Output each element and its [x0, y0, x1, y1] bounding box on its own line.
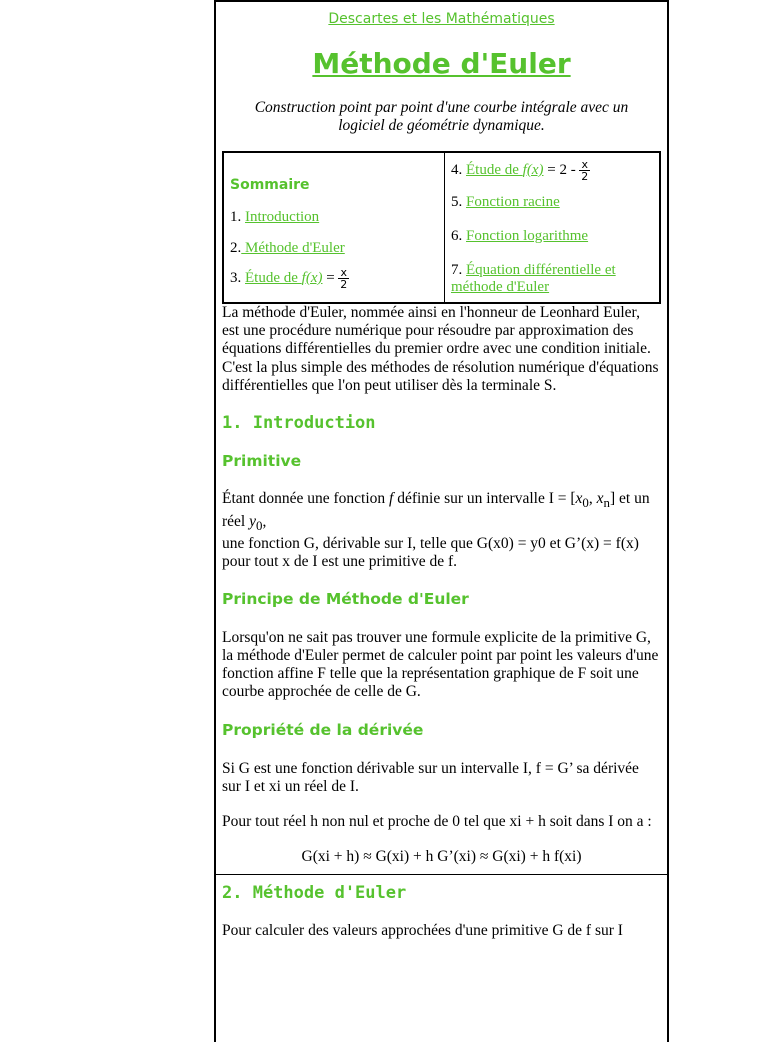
section-divider	[216, 874, 667, 875]
pour-tout-paragraph: Pour tout réel h non nul et proche de 0 tel que xi + h soit dans I on a :	[222, 813, 652, 831]
toc-right-column	[445, 152, 661, 303]
fraction: $\frac{x}{2}$	[581, 158, 589, 183]
toc-item-6: 6. Fonction logarithme	[451, 228, 589, 244]
euler-formula: G(xi + h) ≈ G(xi) + h G’(xi) ≈ G(xi) + h f(xi)	[301, 848, 582, 866]
section-heading-methode-euler: 2. Méthode d'Euler	[222, 883, 407, 904]
toc-link-fonction-logarithme[interactable]: Fonction logarithme	[466, 228, 589, 244]
fraction: $\frac{x}{2}$	[340, 266, 348, 291]
subheading-propriete: Propriété de la dérivée	[222, 721, 424, 740]
toc-left-column	[223, 152, 445, 303]
toc-item-2: 2. Méthode d'Euler	[230, 240, 345, 256]
toc-item-4: 4. Étude de f(x) = 2 - $\frac{x}{2}$	[451, 158, 589, 183]
toc-link-fonction-racine[interactable]: Fonction racine	[466, 194, 560, 210]
subheading-principe: Principe de Méthode d'Euler	[222, 590, 469, 609]
subheading-primitive: Primitive	[222, 452, 302, 471]
section-heading-introduction: 1. Introduction	[222, 413, 376, 434]
toc-link-introduction[interactable]: Introduction	[245, 209, 320, 225]
toc-link-etude-3[interactable]: Étude de f(x)	[245, 269, 323, 286]
primitive-paragraph: Étant donnée une fonction f définie sur un intervalle $I = [x_0$, $x_n$] et un réel $y_0$, une fonction G, dérivable sur I, telle que G(x0) = y0 et G’(x) = f(x) pour tout x de I est une primitive de f.	[222, 490, 650, 571]
page-subtitle: Construction point par point d'une courbe intégrale avec un logiciel de géométrie dynamique.	[254, 99, 629, 134]
intro-paragraph: La méthode d'Euler, nommée ainsi en l'honneur de Leonhard Euler, est une procédure numérique pour résoudre par approximation des équations différentielles du premier ordre avec une condition initiale. C'est la plus simple des méthodes de résolution numérique d'équations différentielles que l'on peut utiliser dès la terminale S.	[222, 304, 659, 394]
toc-link-etude-4[interactable]: Étude de f(x)	[466, 161, 544, 178]
toc-item-7: 7. Équation différentielle et méthode d'Euler	[451, 262, 616, 295]
toc-item-1: 1. Introduction	[230, 209, 320, 225]
document-page	[214, 0, 669, 1042]
primitive-definition: une fonction G, dérivable sur I, telle que G(x0) = y0 et G’(x) = f(x) pour tout x de I est une primitive de f.	[222, 535, 639, 571]
article-body	[216, 304, 667, 940]
toc-link-methode-euler[interactable]: Méthode d'Euler	[241, 240, 345, 256]
site-header	[216, 11, 667, 27]
toc-item-5: 5. Fonction racine	[451, 194, 560, 210]
table-of-contents	[222, 151, 661, 304]
propriete-paragraph: Si G est une fonction dérivable sur un intervalle I, f = G’ sa dérivée sur I et xi un réel de I.	[222, 759, 639, 795]
toc-item-3: 3. Étude de f(x) = $\frac{x}{2}$	[230, 266, 348, 291]
page-title: Méthode d'Euler	[312, 47, 571, 80]
toc-heading: Sommaire	[230, 177, 310, 193]
site-home-link[interactable]: Descartes et les Mathématiques	[328, 11, 555, 27]
principe-paragraph: Lorsqu'on ne sait pas trouver une formule explicite de la primitive G, la méthode d'Euler permet de calculer point par point les valeurs d'une fonction affine F telle que la représentation graphique de F soit une courbe approchée de celle de G.	[222, 628, 659, 701]
section2-paragraph: Pour calculer des valeurs approchées d'une primitive G de f sur I	[222, 921, 623, 939]
toc-link-equation-differentielle[interactable]: Équation différentielle et méthode d'Euler	[451, 262, 616, 295]
